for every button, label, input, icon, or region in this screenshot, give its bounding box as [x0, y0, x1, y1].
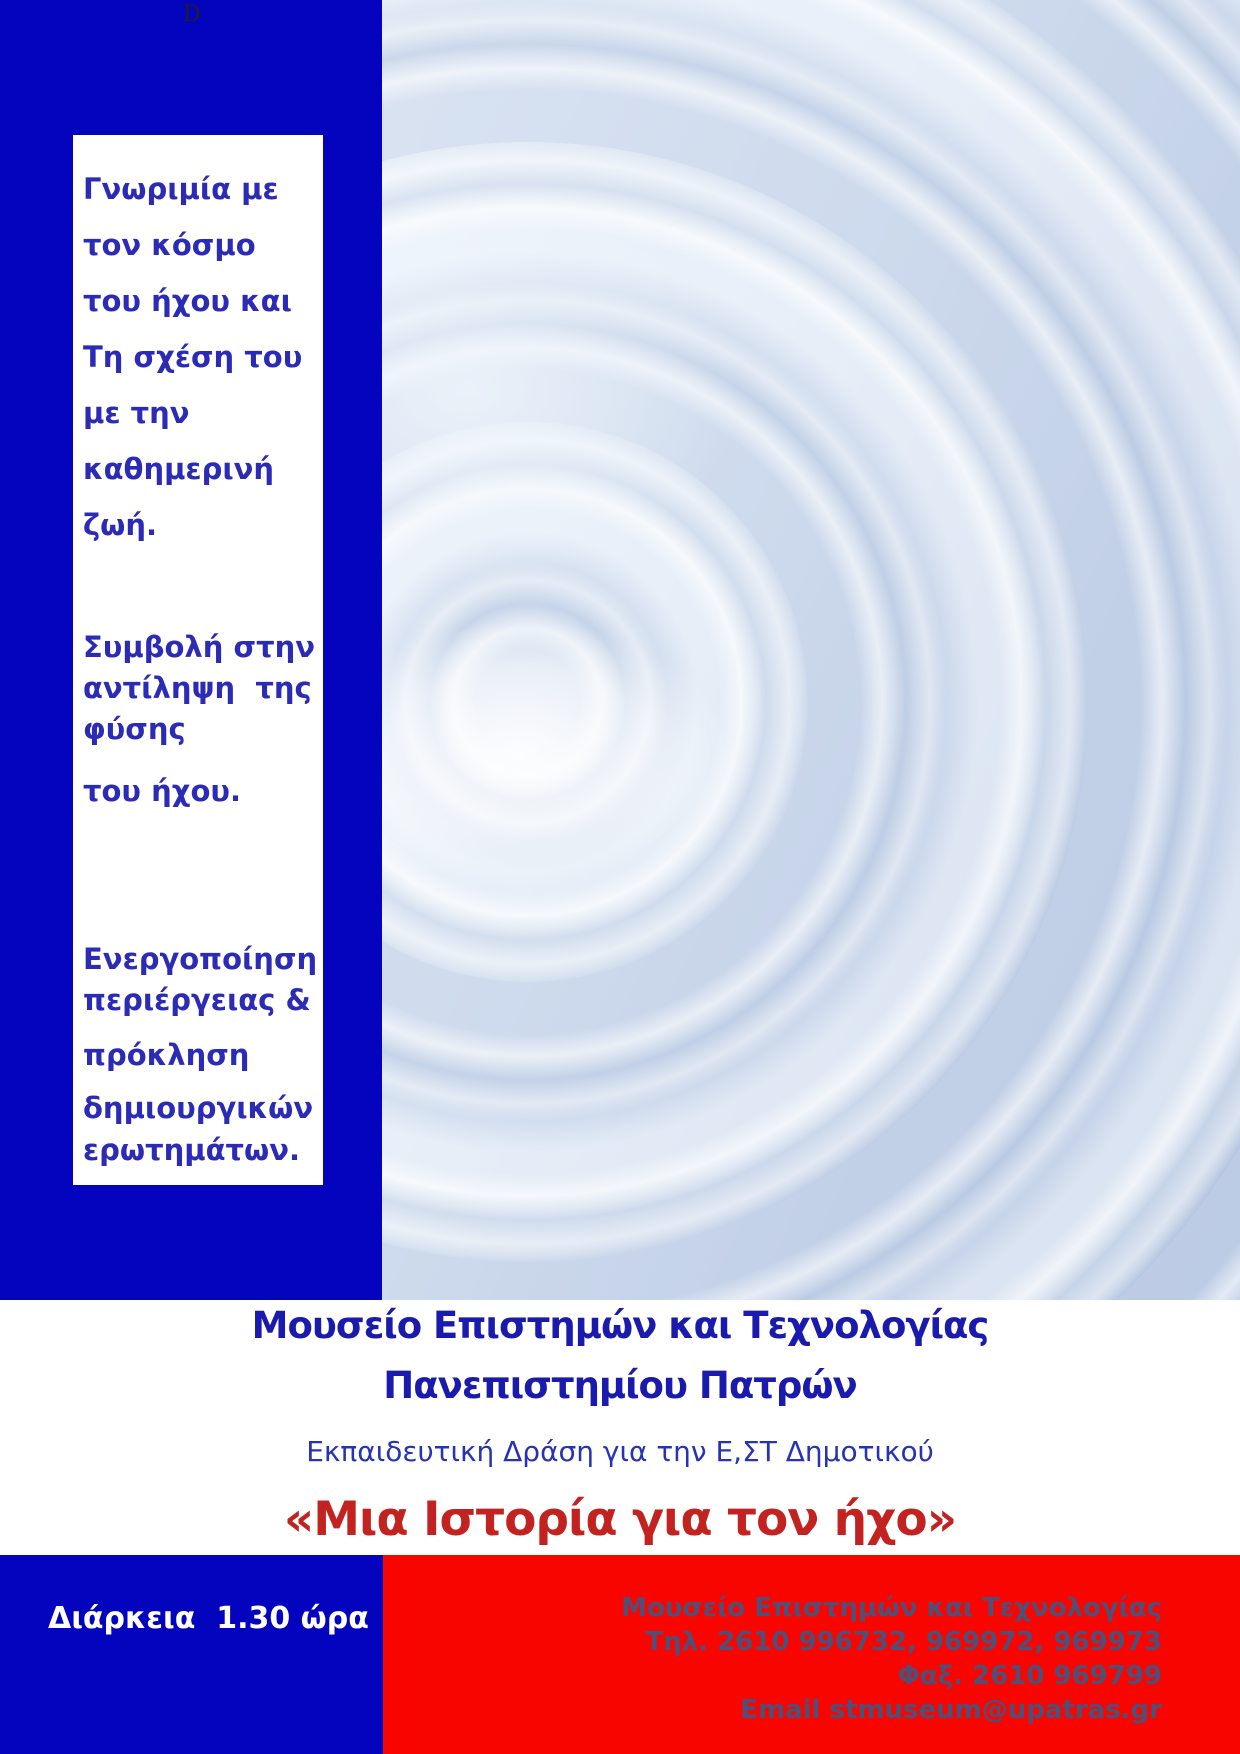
sidebar-paragraph-contribution [83, 627, 319, 750]
sidebar-paragraph-provocation [83, 1030, 319, 1080]
sidebar-paragraph-intro [83, 161, 319, 553]
footer-duration-block [0, 1555, 383, 1754]
sidebar-line: τον κόσμο [83, 228, 256, 262]
sidebar-line: Συμβολή στην [83, 630, 315, 664]
sidebar-line: δημιουργικών [83, 1091, 314, 1125]
sidebar-line: καθημερινή [83, 452, 275, 486]
museum-title-line2: Πανεπιστημίου Πατρών [383, 1364, 857, 1407]
sidebar-paragraph-questions [83, 1087, 319, 1171]
sidebar-line: φύσης [83, 712, 186, 746]
sidebar-text-box [73, 135, 323, 1185]
contact-email: Email stmuseum@upatras.gr [740, 1695, 1162, 1725]
educational-action-subtitle: Εκπαιδευτική Δράση για την Ε,ΣΤ Δημοτικού [306, 1435, 934, 1468]
sidebar-paragraph-activation [83, 939, 319, 1021]
stray-character: D [183, 2, 201, 27]
sidebar-line: ερωτημάτων. [83, 1133, 301, 1167]
footer-contact-block [383, 1555, 1240, 1754]
contact-fax: Φαξ. 2610 969799 [897, 1661, 1162, 1691]
sidebar-line: Γνωριμία με [83, 172, 279, 206]
sidebar-line: με την [83, 396, 190, 430]
sidebar-paragraph-sound [83, 766, 319, 816]
contact-museum-name: Μουσείο Επιστημών και Τεχνολογίας [621, 1593, 1162, 1623]
museum-title-line1: Μουσείο Επιστημών και Τεχνολογίας [251, 1304, 989, 1347]
sidebar-line: ζωή. [83, 508, 158, 542]
sidebar-line: Τη σχέση του [83, 340, 303, 374]
sidebar-line: του ήχου και [83, 284, 292, 318]
sidebar-line: πρόκληση [83, 1038, 250, 1072]
sidebar-line: αντίληψη της [83, 671, 312, 705]
duration-label: Διάρκεια 1.30 ώρα [48, 1601, 369, 1636]
contact-phone: Τηλ. 2610 996732, 969972, 969973 [645, 1627, 1162, 1657]
sidebar-line: περιέργειας & [83, 983, 311, 1017]
sidebar-line: Ενεργοποίηση [83, 942, 318, 976]
headings-section [0, 1300, 1240, 1555]
water-ripple-image [382, 0, 1240, 1300]
sidebar-line: του ήχου. [83, 774, 241, 808]
event-title: «Μια Ιστορία για τον ήχο» [283, 1492, 957, 1547]
